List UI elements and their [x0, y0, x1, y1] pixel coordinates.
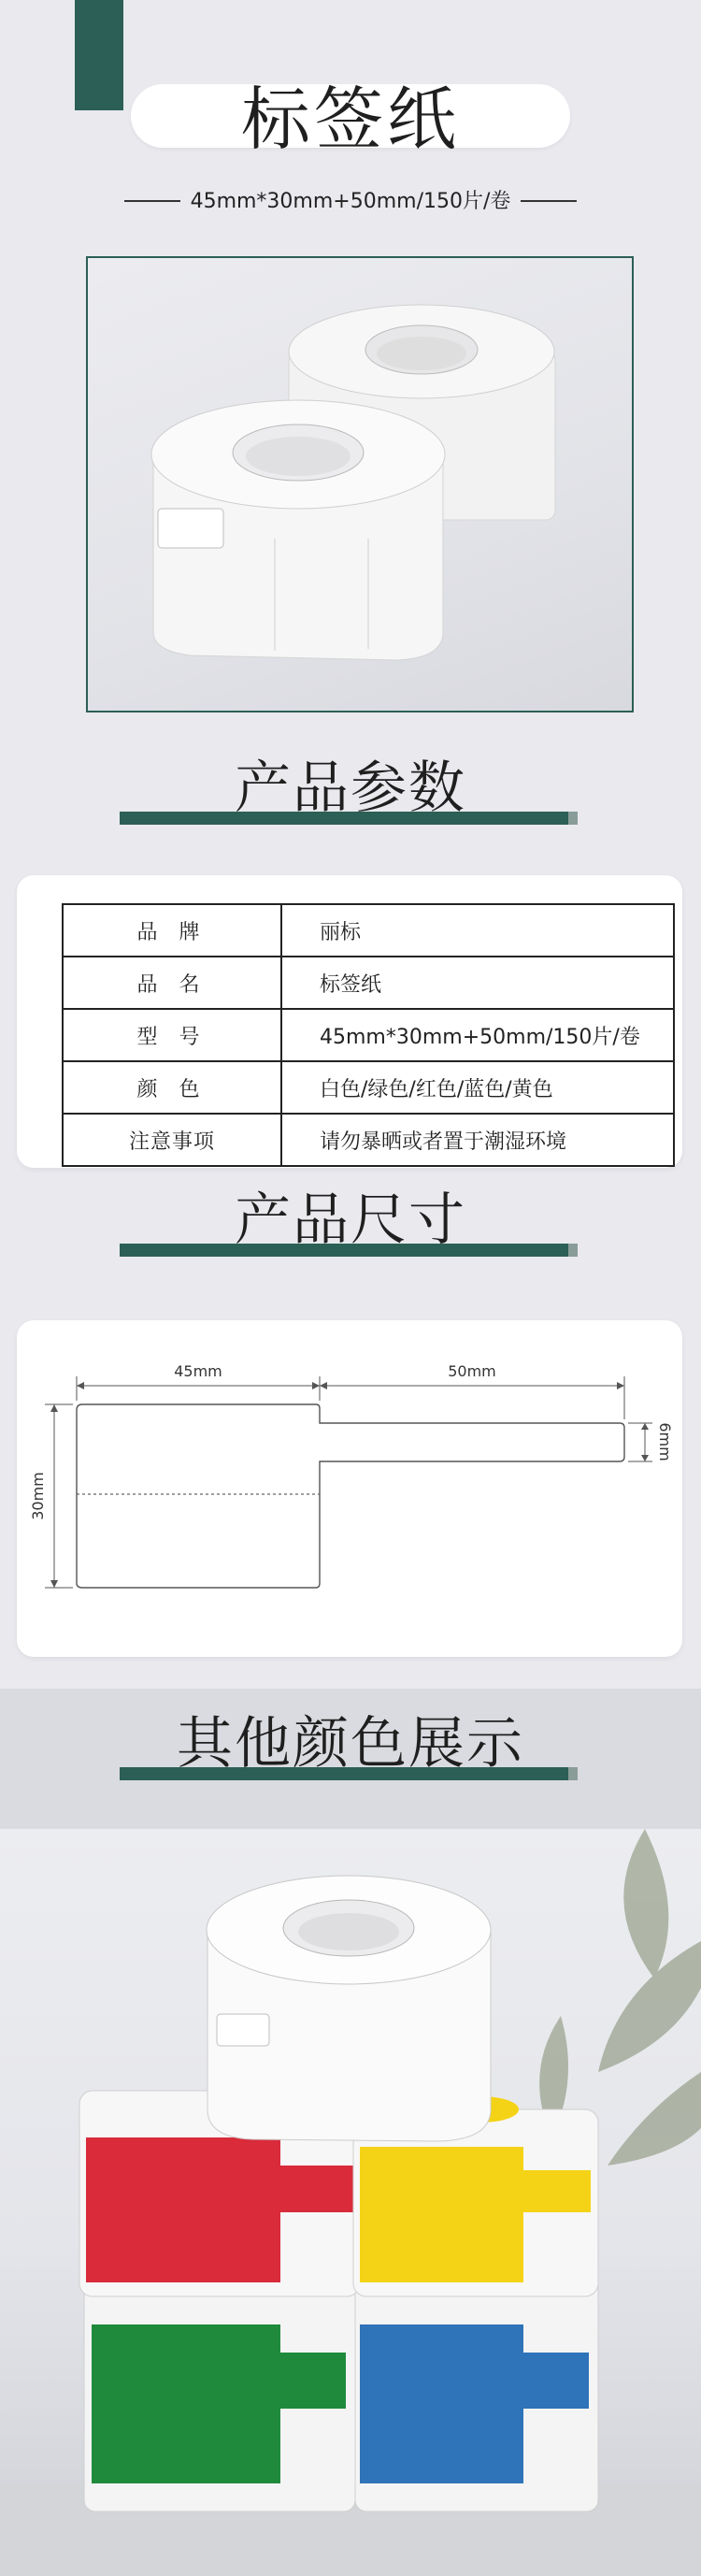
- param-key: 注意事项: [63, 1114, 281, 1166]
- dim-tail-height-label: 6mm: [656, 1422, 674, 1461]
- white-roll: [207, 1876, 491, 2141]
- size-diagram-card: [17, 1320, 682, 1657]
- page-title: 标签纸: [241, 79, 460, 160]
- params-table: [62, 903, 675, 1167]
- product-photo: [86, 256, 634, 712]
- param-value: 丽标: [281, 904, 674, 957]
- size-section-title: 产品尺寸: [235, 1187, 466, 1253]
- colored-rolls-illustration: [0, 1829, 701, 2576]
- params-card: [17, 875, 682, 1168]
- param-value: 白色/绿色/红色/蓝色/黄色: [281, 1061, 674, 1114]
- param-value: 标签纸: [281, 957, 674, 1009]
- params-section-title: 产品参数: [235, 756, 466, 821]
- table-row: [63, 904, 674, 957]
- param-value: 45mm*30mm+50mm/150片/卷: [281, 1009, 674, 1061]
- table-row: [63, 1114, 674, 1166]
- param-value: 请勿暴晒或者置于潮湿环境: [281, 1114, 674, 1166]
- colors-section-title: 其他颜色展示: [177, 1711, 524, 1777]
- param-key: 品 名: [63, 957, 281, 1009]
- table-row: [63, 957, 674, 1009]
- param-key: 型 号: [63, 1009, 281, 1061]
- spec-subtitle: 45mm*30mm+50mm/150片/卷: [190, 190, 511, 213]
- blue-roll: [355, 2278, 598, 2511]
- label-dimension-diagram: [17, 1320, 682, 1657]
- table-row: [63, 1061, 674, 1114]
- front-roll: [151, 400, 445, 660]
- dim-width-label: 45mm: [174, 1362, 222, 1380]
- colors-photo: [0, 1829, 701, 2576]
- dim-height-label: 30mm: [29, 1472, 47, 1520]
- dim-tail-label: 50mm: [448, 1362, 496, 1380]
- green-roll: [84, 2278, 355, 2511]
- spec-divider-right: [521, 200, 577, 202]
- label-rolls-illustration: [88, 258, 632, 711]
- param-key: 品 牌: [63, 904, 281, 957]
- table-row: [63, 1009, 674, 1061]
- param-key: 颜 色: [63, 1061, 281, 1114]
- label-outline: [77, 1404, 624, 1588]
